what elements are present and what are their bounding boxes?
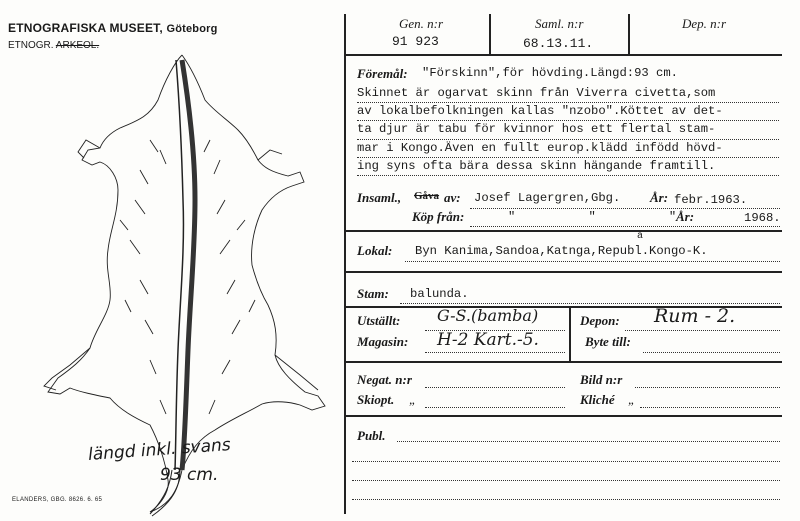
card-left-border — [344, 14, 346, 514]
handwritten-length-line1: längd inkl. svans — [87, 435, 232, 465]
dotted-line — [357, 120, 779, 121]
dotted-line — [405, 261, 780, 262]
foremal-line3: av lokalbefolkningen kallas "nzobo".Köttet av det- — [357, 104, 723, 118]
rule-after-kliche — [344, 415, 782, 417]
dotted-line — [400, 303, 780, 304]
dep-label: Dep. n:r — [682, 16, 727, 31]
foremal-line1: "Förskinn",för hövding.Längd:93 cm. — [422, 66, 678, 80]
rule-after-kop — [344, 230, 782, 232]
dotted-line — [397, 441, 780, 442]
foremal-line2: Skinnet är ogarvat skinn från Viverra civetta,som — [357, 86, 716, 100]
stam-value: balunda. — [410, 287, 469, 301]
kop-label: Köp från: — [412, 209, 465, 224]
foremal-line5: mar i Kongo.Även en fullt europ.klädd infödd hövd- — [357, 141, 723, 155]
dotted-line — [470, 208, 780, 209]
saml-label: Saml. n:r — [535, 16, 584, 31]
kop-value: " " " — [508, 210, 677, 224]
kliche-ditto: „ — [628, 392, 636, 407]
printer-imprint: ELANDERS, GBG. 8626. 6. 65 — [12, 497, 103, 503]
insaml-av-label: av: — [444, 190, 461, 205]
dotted-line — [425, 352, 565, 353]
department-struck: ARKEOL. — [55, 40, 100, 51]
department-active: ETNOGR. — [8, 40, 54, 51]
dotted-line — [625, 330, 780, 331]
header-divider-1 — [489, 14, 491, 54]
museum-title: ETNOGRAFISKA MUSEET, — [8, 21, 163, 35]
insaml-value: Josef Lagergren,Gbg. — [474, 191, 621, 205]
dotted-line — [635, 387, 780, 388]
skiopt-label: Skiopt. — [357, 392, 395, 407]
bild-label: Bild n:r — [580, 372, 623, 387]
byte-label: Byte till: — [585, 334, 631, 349]
dotted-line — [425, 407, 565, 408]
header-bottom-rule — [344, 54, 782, 56]
museum-city: Göteborg — [166, 23, 218, 35]
dotted-line — [470, 226, 780, 227]
insaml-ar-value: febr.1963. — [674, 193, 748, 207]
foremal-line4: ta djur är tabu för kvinnor hos ett flertal stam- — [357, 122, 716, 136]
dotted-line — [357, 157, 779, 158]
dotted-line — [357, 139, 779, 140]
magasin-value: H-2 Kart.-5. — [437, 330, 539, 350]
rule-after-lokal — [344, 271, 782, 273]
dotted-line — [643, 352, 780, 353]
depon-value: Rum - 2. — [654, 305, 736, 327]
rule-after-magasin — [344, 361, 782, 363]
gen-value: 91 923 — [392, 34, 439, 49]
saml-value: 68.13.11. — [523, 36, 594, 51]
foremal-line6: ing syns ofta bära dessa skinn hängande framtill. — [357, 159, 716, 173]
dotted-line — [352, 480, 780, 481]
handwritten-length-line2: 93 cm. — [160, 465, 219, 485]
lokal-value: Byn Kanima,Sandoa,Katnga,Republ.Kongo-K. — [415, 244, 708, 258]
kliche-label: Kliché — [580, 392, 615, 407]
insaml-struck: Gåva — [414, 190, 440, 202]
stam-label: Stam: — [357, 286, 389, 301]
gen-label: Gen. n:r — [399, 16, 444, 31]
negat-label: Negat. n:r — [357, 372, 412, 387]
foremal-label: Föremål: — [357, 66, 408, 81]
utstallt-label: Utställt: — [357, 313, 401, 328]
magasin-label: Magasin: — [357, 334, 409, 349]
skiopt-ditto: „ — [409, 392, 417, 407]
publ-label: Publ. — [357, 428, 386, 443]
kop-ar-value: 1968. — [744, 211, 781, 225]
utstallt-value: G-S.(bamba) — [437, 306, 539, 325]
insaml-label: Insaml., — [357, 190, 402, 205]
utstallt-divider — [569, 306, 571, 361]
dotted-line — [352, 499, 780, 500]
dotted-line — [357, 175, 779, 176]
insaml-ar-label: År: — [650, 190, 669, 205]
lokal-insert: a — [637, 231, 644, 242]
depon-label: Depon: — [580, 313, 620, 328]
dotted-line — [352, 461, 780, 462]
lokal-label: Lokal: — [357, 243, 393, 258]
kop-ar-label: År: — [676, 209, 695, 224]
header-divider-2 — [628, 14, 630, 54]
dotted-line — [640, 407, 780, 408]
dotted-line — [425, 387, 565, 388]
dotted-line — [357, 102, 779, 103]
